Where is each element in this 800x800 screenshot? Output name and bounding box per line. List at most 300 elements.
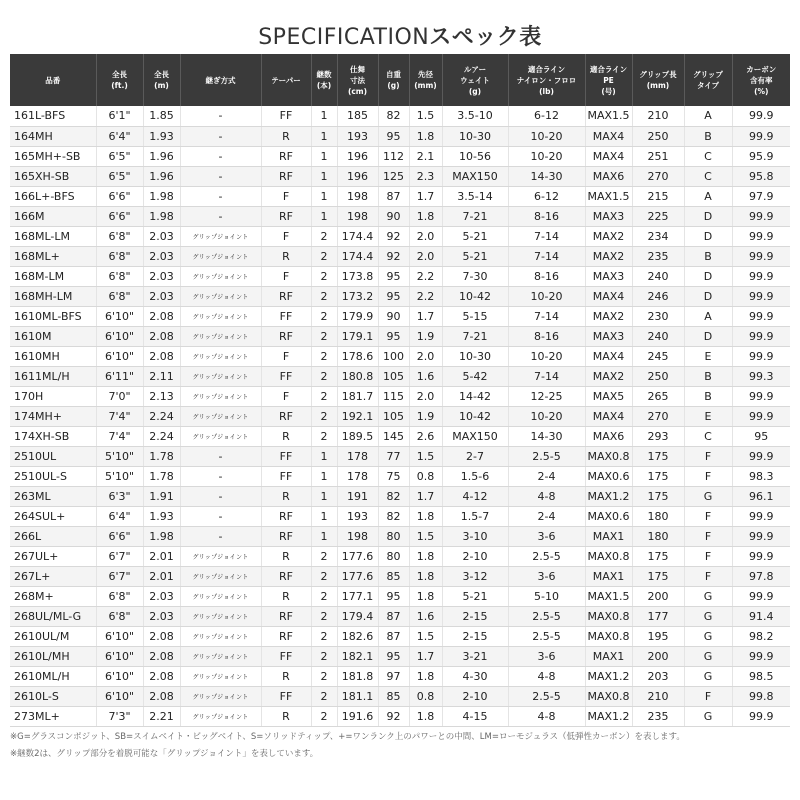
table-cell: D: [684, 266, 732, 286]
model-number-cell: 174XH-SB: [10, 426, 96, 446]
table-cell: 2: [311, 626, 337, 646]
table-cell: 95: [378, 126, 409, 146]
table-cell: 174.4: [337, 246, 378, 266]
table-cell: 1.8: [409, 206, 442, 226]
table-row: [10, 446, 790, 466]
table-cell: F: [684, 686, 732, 706]
table-cell: 6'6": [96, 186, 143, 206]
table-cell: R: [261, 126, 311, 146]
table-cell: 6'10": [96, 646, 143, 666]
table-cell: 2.5-5: [508, 446, 585, 466]
table-cell: 2.08: [143, 306, 180, 326]
table-cell: 1.78: [143, 446, 180, 466]
model-number-cell: 2610UL/M: [10, 626, 96, 646]
table-cell: 251: [632, 146, 684, 166]
table-row: [10, 546, 790, 566]
table-cell: 4-8: [508, 666, 585, 686]
table-cell: 1.8: [409, 586, 442, 606]
table-cell: 177.1: [337, 586, 378, 606]
table-row: [10, 406, 790, 426]
column-header-line: 適合ライン: [589, 64, 628, 74]
table-cell: RF: [261, 526, 311, 546]
table-row: [10, 246, 790, 266]
table-cell: 2.08: [143, 686, 180, 706]
table-cell: 95: [378, 286, 409, 306]
table-cell: MAX4: [585, 286, 632, 306]
table-cell: 293: [632, 426, 684, 446]
table-cell: MAX2: [585, 246, 632, 266]
table-cell: E: [684, 346, 732, 366]
table-cell: A: [684, 186, 732, 206]
table-cell: FF: [261, 106, 311, 126]
table-cell: MAX150: [442, 166, 508, 186]
table-cell: 1.8: [409, 706, 442, 726]
column-header: [337, 54, 378, 106]
table-cell: 1.7: [409, 306, 442, 326]
table-cell: 2: [311, 426, 337, 446]
table-cell: 2: [311, 646, 337, 666]
table-cell: 1.6: [409, 606, 442, 626]
column-header-line: 継数: [316, 70, 332, 79]
table-cell: 180: [632, 526, 684, 546]
table-cell: 2.6: [409, 426, 442, 446]
table-cell: 99.9: [732, 506, 790, 526]
table-cell: R: [261, 426, 311, 446]
table-cell: 75: [378, 466, 409, 486]
table-cell: 2: [311, 566, 337, 586]
table-row: [10, 606, 790, 626]
column-header-line: (m): [154, 81, 169, 90]
table-cell: F: [261, 386, 311, 406]
table-cell: 82: [378, 106, 409, 126]
table-row: [10, 506, 790, 526]
table-cell: 10-20: [508, 346, 585, 366]
table-cell: 2.3: [409, 166, 442, 186]
table-cell: 181.8: [337, 666, 378, 686]
table-cell: 7'4": [96, 426, 143, 446]
table-cell: 95.8: [732, 166, 790, 186]
table-cell: 95: [378, 646, 409, 666]
table-cell: 8-16: [508, 326, 585, 346]
column-header: [732, 54, 790, 106]
table-cell: 189.5: [337, 426, 378, 446]
table-cell: 105: [378, 406, 409, 426]
column-header-line: 継ぎ方式: [205, 75, 236, 85]
table-cell: 174.4: [337, 226, 378, 246]
table-cell: 6'5": [96, 146, 143, 166]
table-cell: FF: [261, 466, 311, 486]
table-cell: グリップジョイント: [180, 586, 261, 606]
table-cell: MAX1: [585, 566, 632, 586]
table-cell: 99.9: [732, 246, 790, 266]
table-cell: 99.9: [732, 326, 790, 346]
table-cell: 6'6": [96, 206, 143, 226]
table-cell: R: [261, 546, 311, 566]
table-cell: 6'7": [96, 546, 143, 566]
column-header: [311, 54, 337, 106]
table-cell: 2: [311, 266, 337, 286]
table-cell: 2.11: [143, 366, 180, 386]
table-cell: MAX3: [585, 266, 632, 286]
table-cell: 1: [311, 526, 337, 546]
column-header: [409, 54, 442, 106]
table-cell: 191.6: [337, 706, 378, 726]
column-header: [261, 54, 311, 106]
table-cell: 215: [632, 186, 684, 206]
table-cell: 230: [632, 306, 684, 326]
table-cell: 2.03: [143, 606, 180, 626]
table-cell: 95: [378, 326, 409, 346]
table-cell: 1.85: [143, 106, 180, 126]
table-cell: 6'8": [96, 266, 143, 286]
table-cell: 90: [378, 206, 409, 226]
table-cell: 1.9: [409, 326, 442, 346]
table-cell: 179.9: [337, 306, 378, 326]
column-header-line: 含有率: [750, 75, 773, 85]
footnote-2: ※継数2は、グリップ部分を着脱可能な「グリップジョイント」を表しています。: [10, 749, 319, 759]
table-cell: MAX2: [585, 306, 632, 326]
table-cell: 2.03: [143, 226, 180, 246]
table-cell: 4-12: [442, 486, 508, 506]
table-cell: 99.9: [732, 266, 790, 286]
table-cell: 2: [311, 226, 337, 246]
table-cell: グリップジョイント: [180, 386, 261, 406]
table-cell: 112: [378, 146, 409, 166]
table-cell: 2-15: [442, 606, 508, 626]
table-cell: 270: [632, 406, 684, 426]
table-cell: 210: [632, 106, 684, 126]
table-cell: 2.01: [143, 546, 180, 566]
table-cell: 5-10: [508, 586, 585, 606]
table-cell: 2: [311, 406, 337, 426]
table-cell: 99.9: [732, 546, 790, 566]
table-row: [10, 286, 790, 306]
table-cell: 10-20: [508, 286, 585, 306]
table-row: [10, 306, 790, 326]
table-cell: 1.96: [143, 146, 180, 166]
table-cell: 178.6: [337, 346, 378, 366]
table-cell: 125: [378, 166, 409, 186]
table-cell: 195: [632, 626, 684, 646]
table-cell: 6'10": [96, 346, 143, 366]
table-cell: 6'5": [96, 166, 143, 186]
table-cell: 87: [378, 186, 409, 206]
table-cell: 92: [378, 706, 409, 726]
table-cell: 10-42: [442, 286, 508, 306]
table-cell: MAX4: [585, 406, 632, 426]
table-cell: 2-10: [442, 546, 508, 566]
table-cell: 87: [378, 626, 409, 646]
table-cell: 7-14: [508, 306, 585, 326]
column-header-line: 全長: [154, 70, 169, 79]
table-cell: 203: [632, 666, 684, 686]
table-cell: 6'10": [96, 306, 143, 326]
table-cell: 4-15: [442, 706, 508, 726]
table-cell: 4-8: [508, 706, 585, 726]
table-cell: 4-8: [508, 486, 585, 506]
table-cell: 1.7: [409, 486, 442, 506]
column-header-line: ルアー: [463, 64, 487, 74]
table-cell: 98.5: [732, 666, 790, 686]
table-cell: G: [684, 646, 732, 666]
table-cell: 3-10: [442, 526, 508, 546]
table-cell: 5'10": [96, 446, 143, 466]
table-cell: MAX4: [585, 126, 632, 146]
table-cell: 181.1: [337, 686, 378, 706]
table-row: [10, 126, 790, 146]
model-number-cell: 168MH-LM: [10, 286, 96, 306]
table-cell: A: [684, 106, 732, 126]
table-cell: 270: [632, 166, 684, 186]
spec-table-header: [10, 54, 790, 106]
table-row: [10, 466, 790, 486]
table-row: [10, 646, 790, 666]
table-cell: 5-42: [442, 366, 508, 386]
table-cell: 96.1: [732, 486, 790, 506]
column-header-line: グリップ: [693, 70, 723, 79]
table-cell: 235: [632, 706, 684, 726]
model-number-cell: 266L: [10, 526, 96, 546]
table-cell: 2-10: [442, 686, 508, 706]
table-cell: グリップジョイント: [180, 566, 261, 586]
table-cell: 7'3": [96, 706, 143, 726]
column-header: [508, 54, 585, 106]
table-cell: グリップジョイント: [180, 606, 261, 626]
table-cell: RF: [261, 566, 311, 586]
table-cell: 99.9: [732, 526, 790, 546]
table-cell: 2.08: [143, 326, 180, 346]
table-cell: B: [684, 126, 732, 146]
table-cell: 1.5: [409, 446, 442, 466]
table-cell: 1.5-6: [442, 466, 508, 486]
table-cell: 7'0": [96, 386, 143, 406]
table-cell: 82: [378, 506, 409, 526]
table-cell: R: [261, 706, 311, 726]
table-cell: 99.9: [732, 226, 790, 246]
table-cell: 6'10": [96, 686, 143, 706]
table-cell: 175: [632, 446, 684, 466]
table-cell: 85: [378, 686, 409, 706]
table-cell: グリップジョイント: [180, 326, 261, 346]
table-cell: 250: [632, 366, 684, 386]
table-row: [10, 146, 790, 166]
table-cell: 179.4: [337, 606, 378, 626]
table-cell: 92: [378, 246, 409, 266]
table-cell: B: [684, 366, 732, 386]
table-cell: 196: [337, 146, 378, 166]
model-number-cell: 166M: [10, 206, 96, 226]
table-cell: 6'7": [96, 566, 143, 586]
table-cell: 1: [311, 446, 337, 466]
column-header-line: (号): [601, 86, 616, 96]
table-row: [10, 266, 790, 286]
table-cell: 173.8: [337, 266, 378, 286]
table-cell: 177.6: [337, 546, 378, 566]
table-cell: 6'4": [96, 506, 143, 526]
table-cell: グリップジョイント: [180, 286, 261, 306]
table-cell: F: [261, 226, 311, 246]
table-cell: グリップジョイント: [180, 426, 261, 446]
table-cell: 6'11": [96, 366, 143, 386]
table-cell: 1.5: [409, 526, 442, 546]
table-cell: FF: [261, 366, 311, 386]
table-cell: 7-14: [508, 246, 585, 266]
table-cell: 2: [311, 386, 337, 406]
table-cell: MAX150: [442, 426, 508, 446]
table-cell: FF: [261, 306, 311, 326]
table-cell: E: [684, 406, 732, 426]
table-cell: 7-14: [508, 226, 585, 246]
table-cell: 2: [311, 586, 337, 606]
table-cell: 6'8": [96, 586, 143, 606]
column-header-line: 品番: [45, 75, 61, 85]
table-cell: 5-21: [442, 586, 508, 606]
table-cell: 2.01: [143, 566, 180, 586]
title-ja: スペック表: [429, 25, 542, 50]
table-cell: 12-25: [508, 386, 585, 406]
table-cell: MAX0.6: [585, 506, 632, 526]
table-cell: MAX1.5: [585, 106, 632, 126]
table-cell: R: [261, 486, 311, 506]
table-cell: -: [180, 126, 261, 146]
table-row: [10, 226, 790, 246]
column-header: [378, 54, 409, 106]
column-header-line: カーボン: [746, 64, 777, 74]
table-cell: 7-21: [442, 206, 508, 226]
table-cell: 2.08: [143, 646, 180, 666]
table-cell: 14-30: [508, 166, 585, 186]
column-header-line: 寸法: [350, 75, 365, 85]
table-cell: 175: [632, 546, 684, 566]
table-cell: -: [180, 186, 261, 206]
table-cell: 1.5-7: [442, 506, 508, 526]
table-cell: 6-12: [508, 186, 585, 206]
table-cell: 6'8": [96, 226, 143, 246]
table-cell: D: [684, 286, 732, 306]
table-cell: グリップジョイント: [180, 306, 261, 326]
table-cell: MAX0.6: [585, 466, 632, 486]
table-cell: 91.4: [732, 606, 790, 626]
table-cell: 6'1": [96, 106, 143, 126]
table-cell: 1: [311, 106, 337, 126]
table-cell: 0.8: [409, 466, 442, 486]
model-number-cell: 161L-BFS: [10, 106, 96, 126]
table-cell: MAX2: [585, 226, 632, 246]
table-cell: 2.0: [409, 226, 442, 246]
table-cell: 99.9: [732, 106, 790, 126]
table-row: [10, 486, 790, 506]
table-cell: MAX1.2: [585, 486, 632, 506]
table-cell: G: [684, 626, 732, 646]
table-cell: 2: [311, 286, 337, 306]
table-row: [10, 206, 790, 226]
column-header-line: (ft.): [111, 81, 128, 90]
footnote-1: ※G=グラスコンポジット、SB=スイムベイト・ビッグベイト、S=ソリッドティップ、+=ワンランク上のパワーとの中間、LM=ローモジュラス（低弾性カーボン）を表します。: [10, 732, 685, 742]
table-row: [10, 346, 790, 366]
table-cell: G: [684, 706, 732, 726]
table-cell: MAX5: [585, 386, 632, 406]
model-number-cell: 2510UL: [10, 446, 96, 466]
table-cell: RF: [261, 146, 311, 166]
table-cell: 1.7: [409, 186, 442, 206]
table-cell: 14-42: [442, 386, 508, 406]
table-cell: 246: [632, 286, 684, 306]
table-cell: MAX0.8: [585, 546, 632, 566]
column-header: [143, 54, 180, 106]
table-cell: 182.6: [337, 626, 378, 646]
column-header-line: ウェイト: [460, 75, 490, 85]
table-cell: -: [180, 526, 261, 546]
table-cell: 2.2: [409, 266, 442, 286]
table-cell: 87: [378, 606, 409, 626]
column-header: [585, 54, 632, 106]
table-cell: MAX1: [585, 526, 632, 546]
header-row: [10, 54, 790, 106]
table-cell: 196: [337, 166, 378, 186]
table-cell: 240: [632, 326, 684, 346]
model-number-cell: 268M+: [10, 586, 96, 606]
table-cell: 92: [378, 226, 409, 246]
column-header: [10, 54, 96, 106]
page-title: [0, 20, 800, 51]
table-cell: 0.8: [409, 686, 442, 706]
table-cell: 6'10": [96, 626, 143, 646]
table-cell: 1: [311, 186, 337, 206]
title-en: SPECIFICATION: [258, 25, 430, 50]
table-row: [10, 666, 790, 686]
table-cell: 173.2: [337, 286, 378, 306]
table-cell: -: [180, 506, 261, 526]
model-number-cell: 1610MH: [10, 346, 96, 366]
table-cell: 3-12: [442, 566, 508, 586]
table-cell: グリップジョイント: [180, 406, 261, 426]
model-number-cell: 267L+: [10, 566, 96, 586]
model-number-cell: 2610ML/H: [10, 666, 96, 686]
table-cell: 99.9: [732, 706, 790, 726]
table-cell: 2.21: [143, 706, 180, 726]
table-cell: 98.2: [732, 626, 790, 646]
table-cell: 2.08: [143, 666, 180, 686]
table-cell: 3-6: [508, 526, 585, 546]
table-cell: -: [180, 106, 261, 126]
table-cell: B: [684, 246, 732, 266]
table-cell: 2.5-5: [508, 686, 585, 706]
table-row: [10, 706, 790, 726]
table-row: [10, 326, 790, 346]
table-cell: 2.2: [409, 286, 442, 306]
table-cell: 1.96: [143, 166, 180, 186]
table-cell: MAX0.8: [585, 446, 632, 466]
model-number-cell: 264SUL+: [10, 506, 96, 526]
table-cell: 1.9: [409, 406, 442, 426]
table-cell: 10-20: [508, 126, 585, 146]
table-cell: 1: [311, 506, 337, 526]
table-cell: 6'8": [96, 246, 143, 266]
table-cell: 2.24: [143, 406, 180, 426]
spec-table-body: [10, 106, 790, 726]
table-cell: F: [261, 346, 311, 366]
column-header-line: テーパー: [271, 75, 301, 85]
table-cell: 98.3: [732, 466, 790, 486]
column-header-line: (cm): [347, 86, 368, 96]
table-cell: 99.9: [732, 586, 790, 606]
column-header-line: グリップ長: [639, 70, 677, 79]
table-cell: 7-21: [442, 326, 508, 346]
table-cell: F: [684, 446, 732, 466]
table-cell: MAX4: [585, 146, 632, 166]
table-cell: FF: [261, 646, 311, 666]
table-cell: F: [684, 546, 732, 566]
